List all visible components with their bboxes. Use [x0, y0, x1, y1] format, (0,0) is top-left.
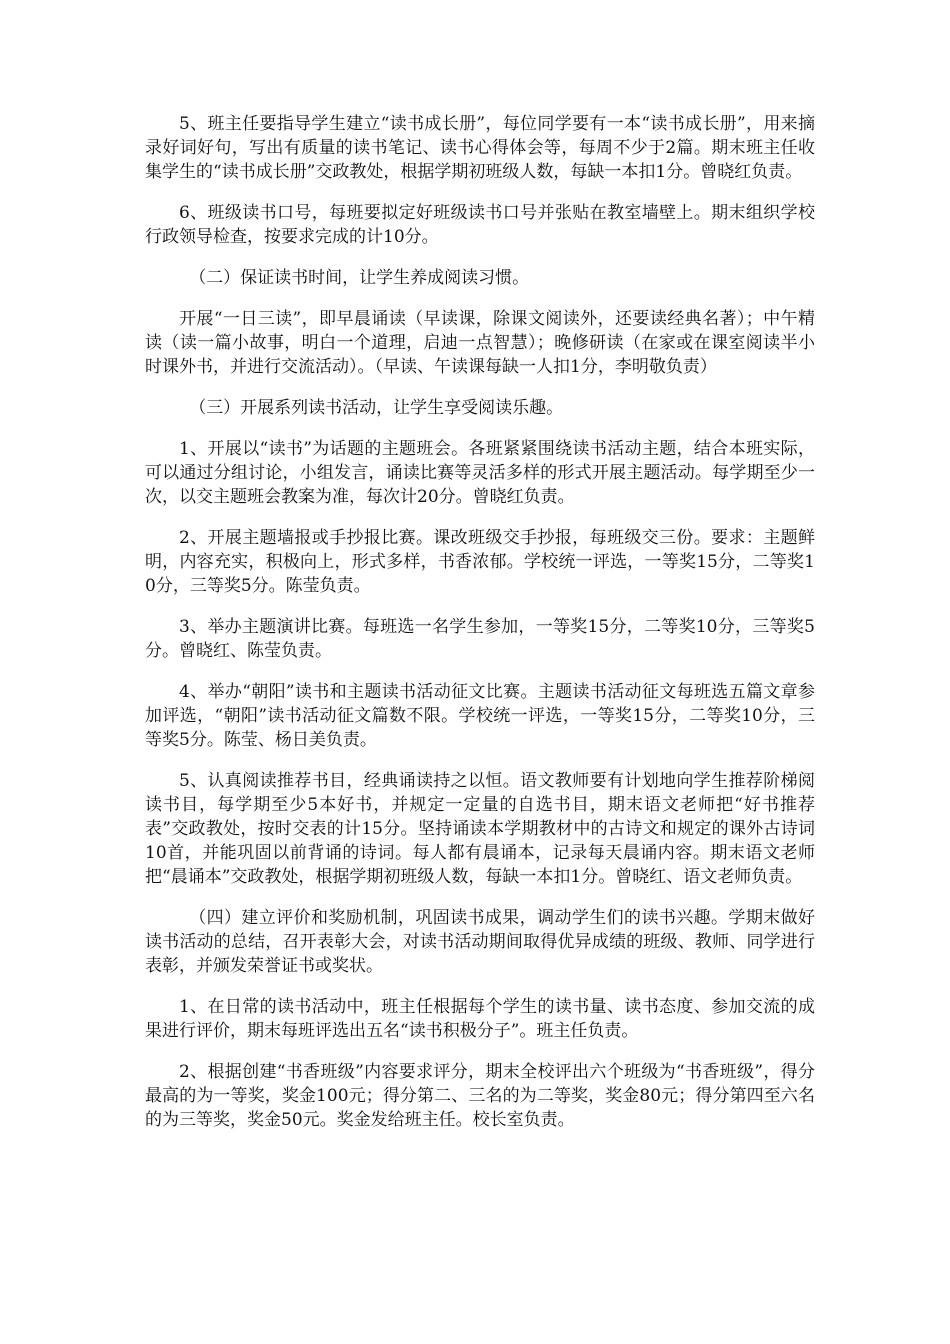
paragraph-book-fragrance-class: 2、根据创建“书香班级”内容要求评分，期末全校评出六个班级为“书香班级”，得分最高的为一等奖，奖金100元；得分第二、三名的为二等奖，奖金80元；得分第四至六名的为三等奖，奖金50元。奖金发给班主任。校长室负责。 [145, 1062, 815, 1130]
paragraph-theme-class-meeting: 1、开展以“读书”为话题的主题班会。各班紧紧围绕读书活动主题，结合本班实际，可以通过分组讨论，小组发言，诵读比赛等灵活多样的形式开展主题活动。每学期至少一次，以交主题班会教案为准，每次计20分。曾晓红负责。 [145, 439, 815, 507]
section-heading-reading-time: （二）保证读书时间，让学生养成阅读习惯。 [189, 268, 530, 288]
paragraph-speech-contest: 3、举办主题演讲比赛。每班选一名学生参加，一等奖15分，二等奖10分，三等奖5分。曾晓红、陈莹负责。 [145, 617, 815, 661]
paragraph-class-growth-book: 5、班主任要指导学生建立“读书成长册”，每位同学要有一本“读书成长册”，用来摘录好词好句，写出有质量的读书笔记、读书心得体会等，每周不少于2篇。期末班主任收集学生的“读书成长册”交政教处，根据学期初班级人数，每缺一本扣1分。曾晓红负责。 [145, 114, 815, 182]
section-heading-evaluation-rewards: （四）建立评价和奖励机制，巩固读书成果，调动学生们的读书兴趣。学期末做好读书活动的总结，召开表彰大会，对读书活动期间取得优异成绩的班级、教师、同学进行表彰，并颁发荣誉证书或奖状。 [145, 908, 815, 976]
paragraph-essay-contest: 4、举办“朝阳”读书和主题读书活动征文比赛。主题读书活动征文每班选五篇文章参加评选，“朝阳”读书活动征文篇数不限。学校统一评选，一等奖15分，二等奖10分，三等奖5分。陈莹、杨日美负责。 [145, 682, 815, 750]
paragraph-active-readers: 1、在日常的读书活动中，班主任根据每个学生的读书量、读书态度、参加交流的成果进行评价，期末每班评选出五名“读书积极分子”。班主任负责。 [145, 997, 815, 1041]
paragraph-recommended-books: 5、认真阅读推荐书目，经典诵读持之以恒。语文教师要有计划地向学生推荐阶梯阅读书目，每学期至少5本好书，并规定一定量的自选书目，期末语文老师把“好书推荐表”交政教处，按时交表的计15分。坚持诵读本学期教材中的古诗文和规定的课外古诗词10首，并能巩固以前背诵的诗词。每人都有晨诵本，记录每天晨诵内容。期末语文老师把“晨诵本”交政教处，根据学期初班级人数，每缺一本扣1分。曾晓红、语文老师负责。 [145, 771, 815, 887]
document-page [145, 112, 815, 1149]
paragraph-three-readings: 开展“一日三读”，即早晨诵读（早读课，除课文阅读外，还要读经典名著）；中午精读（读一篇小故事，明白一个道理，启迪一点智慧）；晚修研读（在家或在课室阅读半小时课外书，并进行交流活动）。（早读、午读课每缺一人扣1分，李明敬负责） [145, 309, 815, 377]
section-heading-reading-activities: （三）开展系列读书活动，让学生享受阅读乐趣。 [189, 398, 564, 418]
paragraph-class-slogan: 6、班级读书口号，每班要拟定好班级读书口号并张贴在教室墙壁上。期末组织学校行政领导检查，按要求完成的计10分。 [145, 203, 815, 247]
paragraph-wall-newspaper-contest: 2、开展主题墙报或手抄报比赛。课改班级交手抄报，每班级交三份。要求：主题鲜明，内容充实，积极向上，形式多样，书香浓郁。学校统一评选，一等奖15分，二等奖10分，三等奖5分。陈莹负责。 [145, 528, 815, 596]
